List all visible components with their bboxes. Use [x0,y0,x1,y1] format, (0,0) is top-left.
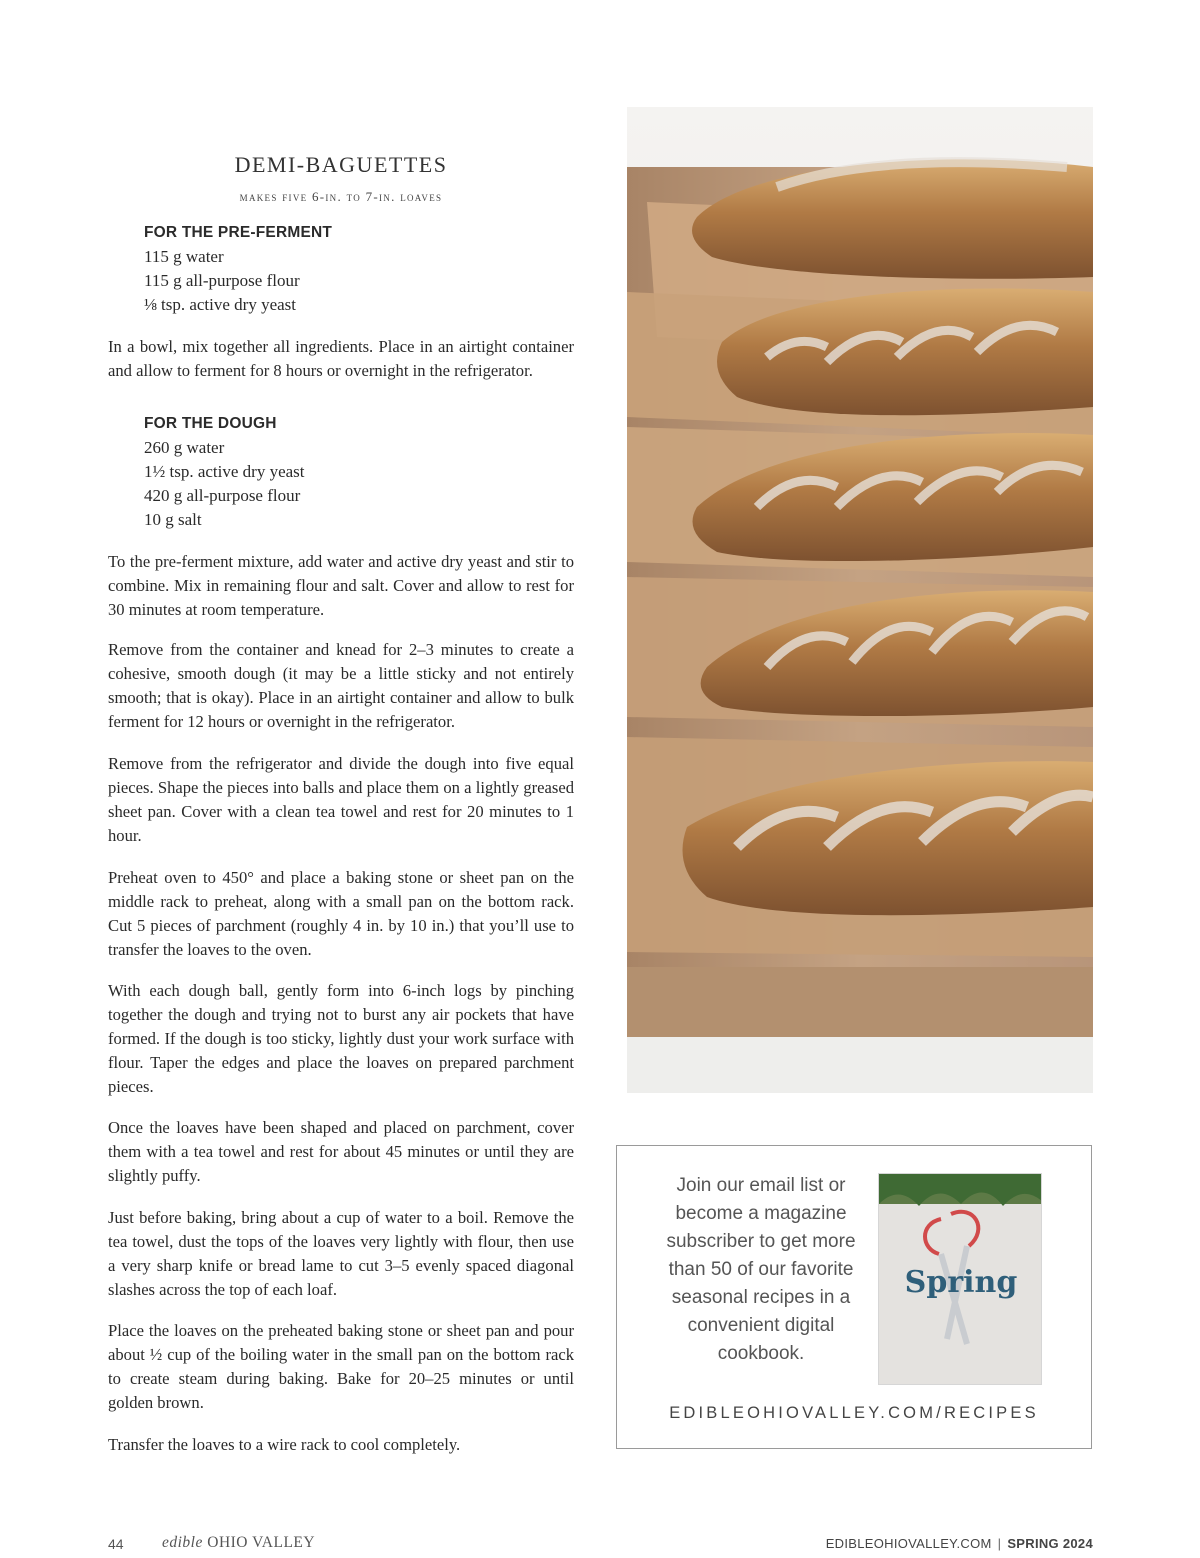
cookbook-promo-box [616,1145,1092,1449]
ingredient-item: 115 g all-purpose flour [144,271,300,290]
publication-name-rest: OHIO VALLEY [207,1534,316,1551]
recipe-yield: makes five 6-in. to 7-in. loaves [239,189,443,204]
method-step: Place the loaves on the preheated baking stone or sheet pan and pour about ½ cup of the boiling water in the small pan on the bottom rack to create steam during baking. Bake for 20–25 minutes or until golden brown. [108,1321,574,1412]
method-step: To the pre-ferment mixture, add water and active dry yeast and stir to combine. Mix in remaining flour and salt. Cover and allow to rest for 30 minutes at room temperature. [108,552,574,619]
ingredient-item: 1½ tsp. active dry yeast [144,462,305,481]
promo-text: Join our email list or become a magazine subscriber to get more than 50 of our favorite seasonal recipes in a convenient digital cookbook. [666,1175,856,1364]
footer-issue-info [826,1536,1093,1551]
recipes-link[interactable]: EDIBLEOHIOVALLEY.COM/RECIPES [669,1404,1039,1422]
preferment-instructions: In a bowl, mix together all ingredients. Place in an airtight container and allow to ferment for 8 hours or overnight in the refrigerator. [108,337,574,380]
footer-site: EDIBLEOHIOVALLEY.COM [825,1536,992,1551]
method-step: Just before baking, bring about a cup of water to a boil. Remove the tea towel, dust the tops of the loaves very lightly with flour, then use a very sharp knife or bread lame to cut 3–5 evenly spaced diagonal slashes across the top of each loaf. [108,1208,574,1299]
ingredient-item: 420 g all-purpose flour [144,486,301,505]
method-step: Once the loaves have been shaped and placed on parchment, cover them with a tea towel and rest for about 45 minutes or until they are slightly puffy. [108,1118,574,1185]
method-step: With each dough ball, gently form into 6-inch logs by pinching together the dough and trying not to burst any air pockets that have formed. If the dough is too sticky, lightly dust your work surface with flour. Taper the edges and place the loaves on prepared parchment pieces. [108,981,574,1096]
preferment-heading: FOR THE PRE-FERMENT [144,224,333,241]
footer-issue: SPRING 2024 [1007,1536,1093,1551]
ingredient-item: 260 g water [144,438,225,457]
publication-name-italic: edible [162,1534,203,1551]
cookbook-title: Spring [904,1265,1018,1300]
page-number: 44 [108,1536,124,1552]
method-step: Preheat oven to 450° and place a baking stone or sheet pan on the middle rack to preheat, along with a small pan on the bottom rack. Cut 5 pieces of parchment (roughly 4 in. by 10 in.) that you’ll use to transfer the loaves to the oven. [108,868,574,959]
method-step: Remove from the refrigerator and divide the dough into five equal pieces. Shape the pieces into balls and place them on a lightly greased sheet pan. Cover with a clean tea towel and rest for 20 minutes to 1 hour. [108,754,574,845]
footer-separator: | [997,1536,1002,1551]
method-step: Remove from the container and knead for 2–3 minutes to create a cohesive, smooth dough (it may be a little sticky and not entirely smooth; that is okay). Place in an airtight container and allow to bulk ferment for 12 hours or overnight in the refrigerator. [108,640,574,731]
dough-ingredient-list [144,436,305,532]
ingredient-item: 115 g water [144,247,224,266]
cookbook-cover-image [878,1173,1042,1385]
recipe-title: DEMI-BAGUETTES [234,152,448,177]
ingredient-item: ⅛ tsp. active dry yeast [144,295,297,314]
ingredient-item: 10 g salt [144,510,202,529]
preferment-ingredient-list [144,245,300,317]
dough-heading: FOR THE DOUGH [144,415,277,432]
method-step: Transfer the loaves to a wire rack to cool completely. [108,1435,461,1454]
publication-name [162,1534,315,1552]
baguettes-photo [627,107,1093,1093]
